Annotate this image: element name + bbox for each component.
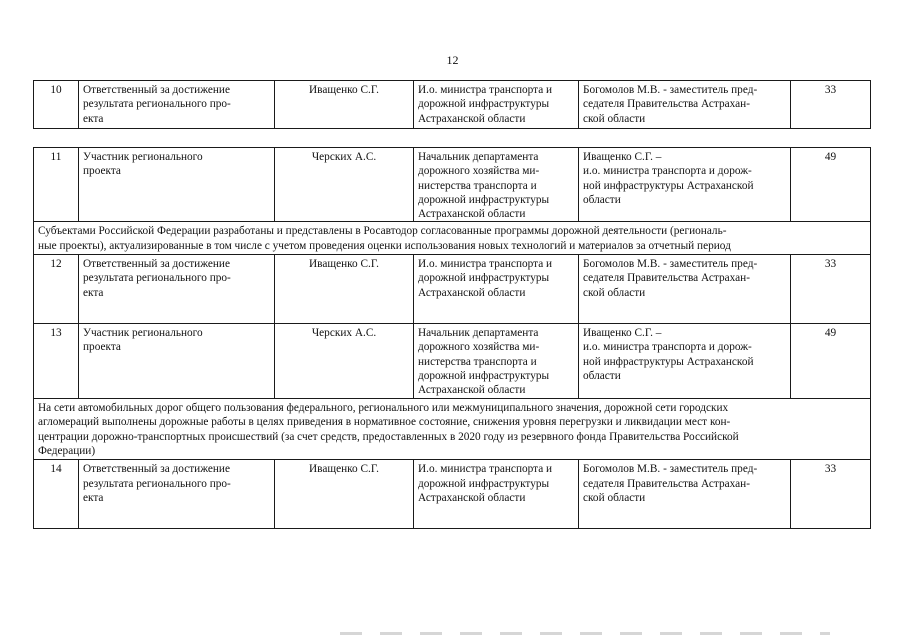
- percent-cell: [791, 324, 871, 399]
- role-cell: [79, 148, 275, 222]
- table-row: [34, 460, 871, 529]
- row-number-cell: [34, 81, 79, 129]
- percent-value: 49: [824, 151, 837, 163]
- role-text: Участник регионального проекта: [83, 327, 203, 354]
- section-heading: На сети автомобильных дорог общего пользования федерального, регионального или межмуниципального значения, дорожной сети городских агломераций выполнены дорожные работы в целях приведения в нормативное состояние, снижения уровня перегрузки и ликвидации мест кон- центрации дорожно-транспортных происшествий (за счет средств, предоставленных в 2020 году из резервного фонда Правительства Российской Федерации): [38, 402, 739, 457]
- table-row: [34, 148, 871, 222]
- percent-value: 33: [824, 258, 837, 271]
- supervisor-text: Богомолов М.В. - заместитель пред- седателя Правительства Астрахан- ской области: [583, 84, 758, 125]
- position-cell: [414, 148, 579, 222]
- position-cell: [414, 255, 579, 324]
- table-row: [34, 324, 871, 399]
- percent-cell: [791, 460, 871, 529]
- person-name: Иващенко С.Г.: [309, 463, 379, 476]
- person-name: Иващенко С.Г.: [309, 84, 379, 96]
- row-number: 10: [50, 84, 62, 96]
- section-heading-cell: [34, 399, 871, 460]
- row-number-cell: [34, 148, 79, 222]
- section-heading: Субъектами Российской Федерации разработаны и представлены в Росавтодор согласованные программы дорожной деятельности (региональ- ные проекты), актуализированные в том числе с учетом проведения оценки использования новых технологий и материалов за отчетный период: [38, 225, 731, 252]
- supervisor-cell: [579, 81, 791, 129]
- name-cell: [275, 255, 414, 324]
- percent-cell: [791, 148, 871, 222]
- row-number: 13: [50, 327, 62, 340]
- participants-table-main: [33, 147, 871, 529]
- role-text: Ответственный за достижение результата регионального про- екта: [83, 258, 231, 299]
- row-number-cell: [34, 460, 79, 529]
- position-cell: [414, 81, 579, 129]
- supervisor-cell: [579, 324, 791, 399]
- role-text: Ответственный за достижение результата регионального про- екта: [83, 463, 231, 504]
- percent-value: 49: [824, 327, 837, 340]
- role-cell: [79, 324, 275, 399]
- person-name: Черских А.С.: [311, 327, 377, 340]
- row-number: 11: [50, 151, 62, 163]
- scan-artifact-marks: [340, 632, 830, 635]
- row-number: 14: [50, 463, 62, 476]
- supervisor-cell: [579, 460, 791, 529]
- table-row: [34, 255, 871, 324]
- supervisor-text: Иващенко С.Г. – и.о. министра транспорта и дорож- ной инфраструктуры Астраханской области: [583, 327, 754, 382]
- position-text: И.о. министра транспорта и дорожной инфраструктуры Астраханской области: [418, 258, 553, 299]
- row-number-cell: [34, 324, 79, 399]
- row-number: 12: [50, 258, 62, 271]
- person-name: Черских А.С.: [311, 151, 377, 163]
- row-number-cell: [34, 255, 79, 324]
- name-cell: [275, 81, 414, 129]
- person-name: Иващенко С.Г.: [309, 258, 379, 271]
- name-cell: [275, 460, 414, 529]
- position-cell: [414, 324, 579, 399]
- role-cell: [79, 255, 275, 324]
- role-cell: [79, 81, 275, 129]
- section-row: [34, 222, 871, 255]
- percent-value: 33: [824, 463, 837, 476]
- table-row: [34, 81, 871, 129]
- percent-value: 33: [824, 84, 837, 96]
- section-row: [34, 399, 871, 460]
- position-text: Начальник департамента дорожного хозяйства ми- нистерства транспорта и дорожной инфраструктуры Астраханской области: [418, 327, 550, 397]
- supervisor-cell: [579, 148, 791, 222]
- position-text: И.о. министра транспорта и дорожной инфраструктуры Астраханской области: [418, 463, 553, 504]
- supervisor-text: Иващенко С.Г. – и.о. министра транспорта и дорож- ной инфраструктуры Астраханской области: [583, 151, 754, 206]
- role-cell: [79, 460, 275, 529]
- supervisor-text: Богомолов М.В. - заместитель пред- седателя Правительства Астрахан- ской области: [583, 463, 758, 504]
- supervisor-text: Богомолов М.В. - заместитель пред- седателя Правительства Астрахан- ской области: [583, 258, 758, 299]
- role-text: Участник регионального проекта: [83, 151, 203, 178]
- name-cell: [275, 324, 414, 399]
- name-cell: [275, 148, 414, 222]
- position-text: Начальник департамента дорожного хозяйства ми- нистерства транспорта и дорожной инфраструктуры Астраханской области: [418, 151, 550, 221]
- position-cell: [414, 460, 579, 529]
- percent-cell: [791, 81, 871, 129]
- page-number: 12: [446, 53, 459, 67]
- supervisor-cell: [579, 255, 791, 324]
- participants-table-top: [33, 80, 871, 129]
- role-text: Ответственный за достижение результата регионального про- екта: [83, 84, 231, 125]
- percent-cell: [791, 255, 871, 324]
- position-text: И.о. министра транспорта и дорожной инфраструктуры Астраханской области: [418, 84, 553, 125]
- section-heading-cell: [34, 222, 871, 255]
